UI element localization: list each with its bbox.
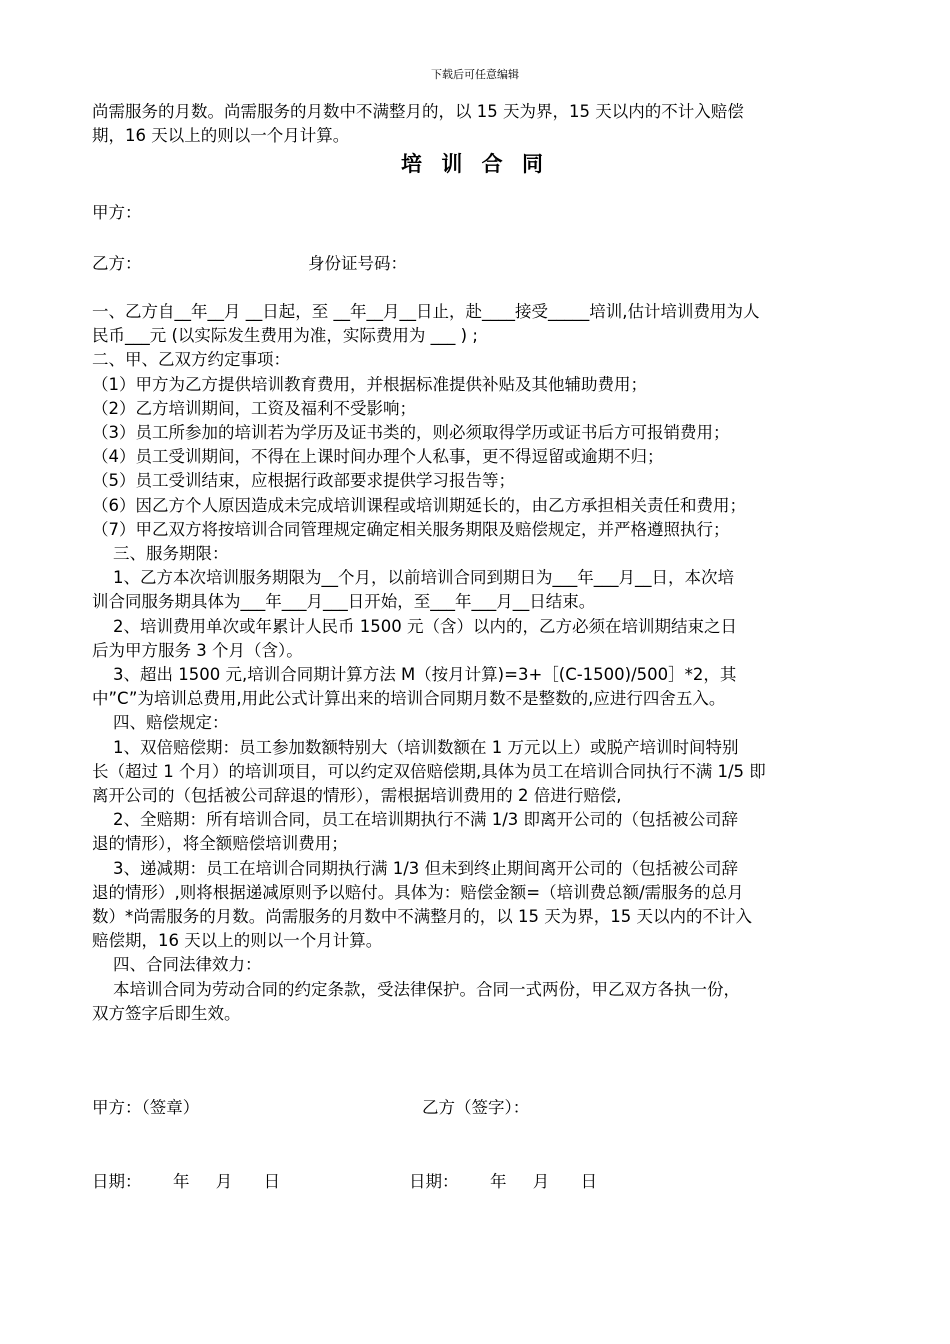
body-line: 中”C”为培训总费用,用此公式计算出来的培训合同期月数不是整数的,应进行四舍五入。: [92, 689, 726, 709]
top-line-2: 期，16 天以上的则以一个月计算。: [92, 126, 350, 145]
body-line: 3、超出 1500 元,培训合同期计算方法 M（按月计算)=3+［(C-1500)/500］*2，其: [92, 665, 737, 684]
body-line: 离开公司的（包括被公司辞退的情形），需根据培训费用的 2 倍进行赔偿,: [92, 786, 622, 805]
body-line: 退的情形），将全额赔偿培训费用；: [92, 834, 348, 854]
body-line: 三、服务期限：: [92, 544, 229, 563]
date-party-a: 日期： 年 月 日: [92, 1172, 281, 1191]
body-line: 一、乙方自__年__月 __日起，至 __年__月__日止，赴____接受_____培训,估计培训费用为人: [92, 302, 760, 321]
body-line: （1）甲方为乙方提供培训教育费用，并根据标准提供补贴及其他辅助费用；: [92, 374, 647, 394]
top-line-1: 尚需服务的月数。尚需服务的月数中不满整月的，以 15 天为界，15 天以内的不计入赔偿: [92, 102, 744, 121]
body-line: 数）*尚需服务的月数。尚需服务的月数中不满整月的，以 15 天为界，15 天以内的不计入: [92, 907, 752, 926]
body-line: （2）乙方培训期间，工资及福利不受影响；: [92, 398, 416, 418]
date-party-b: 日期： 年 月 日: [409, 1172, 598, 1191]
signature-party-b: 乙方（签字）：: [422, 1098, 530, 1117]
body-line: 双方签字后即生效。: [92, 1003, 241, 1023]
body-line: 二、甲、乙双方约定事项：: [92, 350, 290, 370]
body-line: 长（超过 1 个月）的培训项目，可以约定双倍赔偿期,具体为员工在培训合同执行不满 1/5 即: [92, 761, 766, 781]
body-line: （6）因乙方个人原因造成未完成培训课程或培训期延长的，由乙方承担相关责任和费用；: [92, 495, 746, 515]
body-line: 四、合同法律效力：: [92, 955, 262, 975]
signature-party-a: 甲方：（签章）: [92, 1098, 200, 1117]
body-line: （3）员工所参加的培训若为学历及证书类的，则必须取得学历或证书后方可报销费用；: [92, 423, 730, 442]
body-line: 3、递减期：员工在培训合同期执行满 1/3 但未到终止期间离开公司的（包括被公司辞: [92, 858, 739, 878]
body-line: 2、培训费用单次或年累计人民币 1500 元（含）以内的，乙方必须在培训期结束之日: [92, 616, 737, 636]
party-b-label: 乙方：: [92, 254, 142, 273]
body-line: （4）员工受训期间，不得在上课时间办理个人私事，更不得逗留或逾期不归；: [92, 447, 664, 467]
party-a-label: 甲方：: [92, 203, 142, 222]
body-line: 2、全赔期：所有培训合同，员工在培训期执行不满 1/3 即离开公司的（包括被公司辞: [92, 810, 739, 830]
body-line: 1、乙方本次培训服务期限为__个月，以前培训合同到期日为___年___月__日，本次培: [92, 568, 734, 588]
body-line: 退的情形）,则将根据递减原则予以赔付。具体为：赔偿金额=（培训费总额/需服务的总月: [92, 882, 744, 902]
body-line: 训合同服务期具体为___年___月___日开始，至___年___月__日结束。: [92, 592, 596, 612]
body-line: 赔偿期，16 天以上的则以一个月计算。: [92, 931, 383, 951]
body-line: 四、赔偿规定：: [92, 713, 229, 733]
body-line: （5）员工受训结束，应根据行政部要求提供学习报告等；: [92, 471, 515, 491]
body-line: 后为甲方服务 3 个月（含）。: [92, 640, 303, 660]
body-line: 本培训合同为劳动合同的约定条款，受法律保护。合同一式两份，甲乙双方各执一份，: [92, 979, 740, 999]
page-header: 下载后可任意编辑: [431, 68, 519, 81]
body-line: 1、双倍赔偿期：员工参加数额特别大（培训数额在 1 万元以上）或脱产培训时间特别: [92, 737, 739, 757]
id-number-label: 身份证号码：: [308, 254, 407, 273]
body-line: （7）甲乙双方将按培训合同管理规定确定相关服务期限及赔偿规定，并严格遵照执行；: [92, 519, 730, 539]
document-title: 培 训 合 同: [401, 152, 549, 176]
body-line: 民币___元 (以实际发生费用为准，实际费用为 ___ ) ;: [92, 326, 478, 346]
